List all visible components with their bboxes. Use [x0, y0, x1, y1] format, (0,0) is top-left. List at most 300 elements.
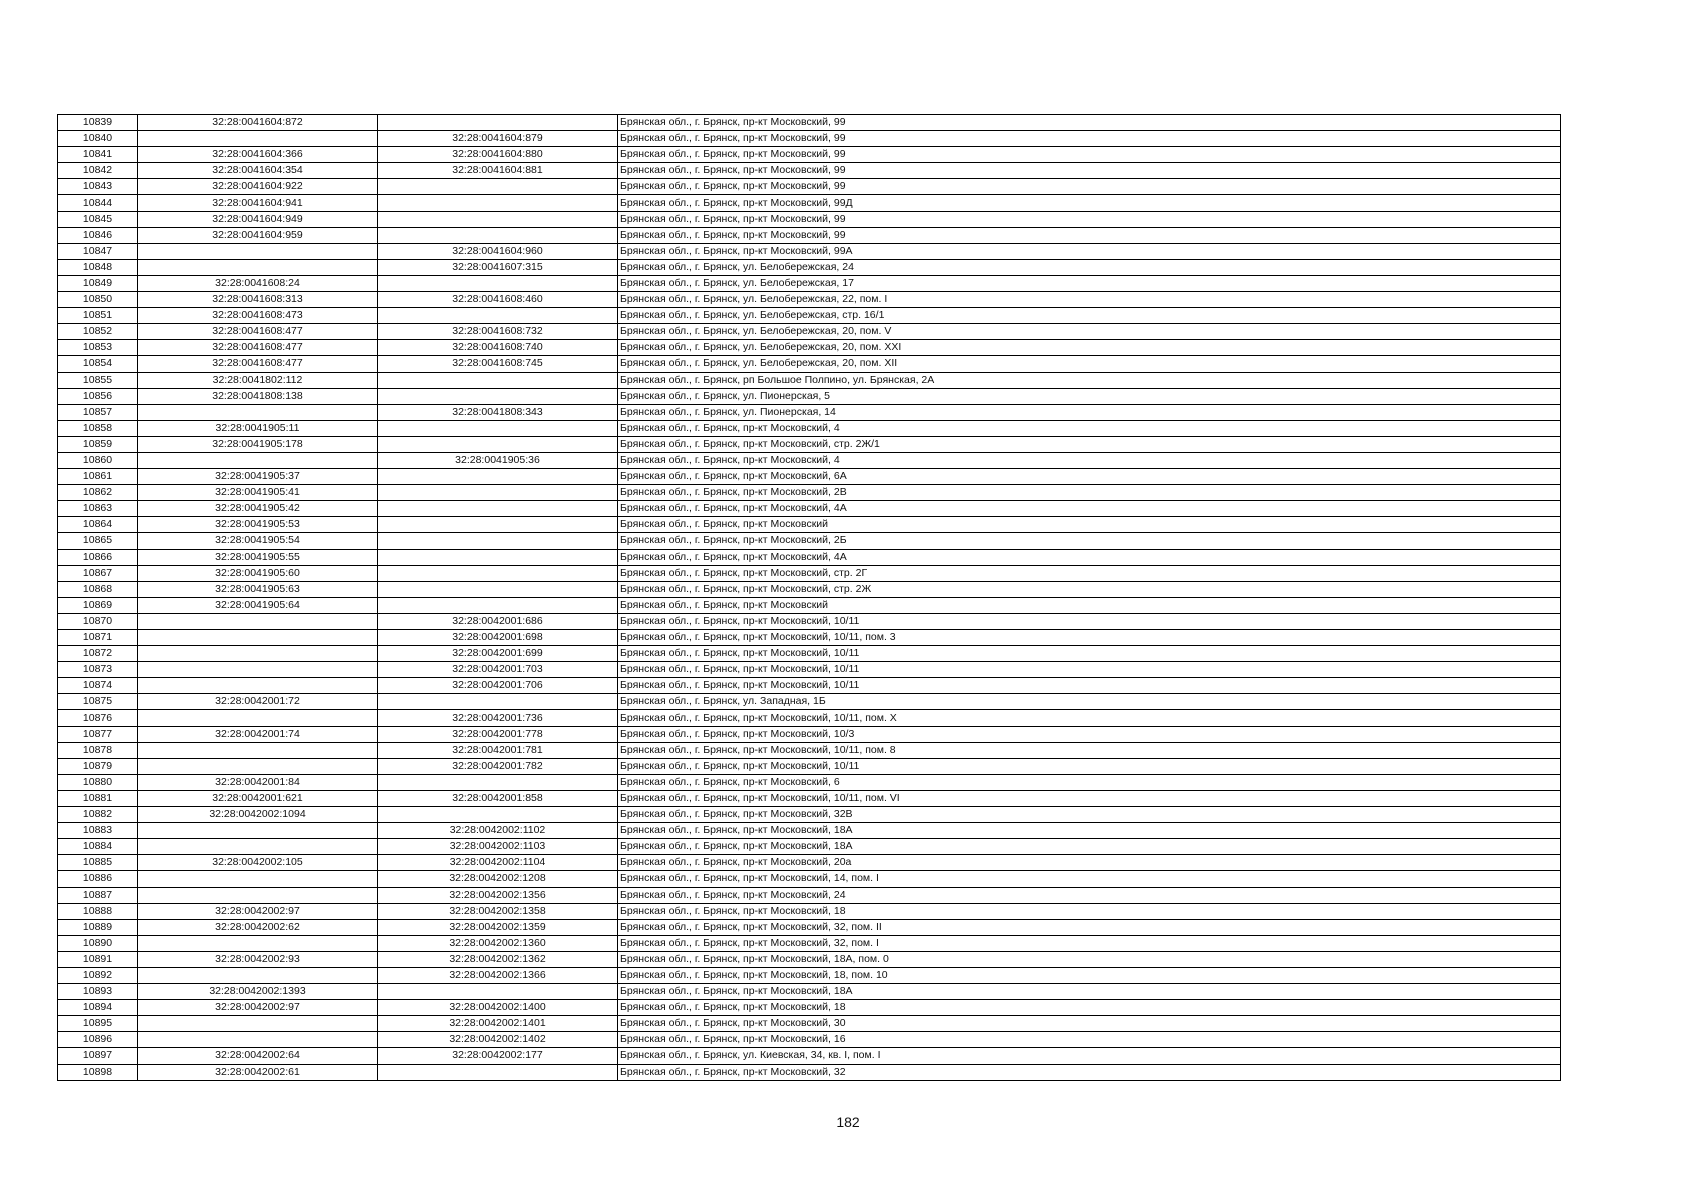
object-cadastral-number-cell: [378, 774, 618, 790]
table-row: [58, 710, 1561, 726]
table-row: [58, 388, 1561, 404]
address-cell: Брянская обл., г. Брянск, пр-кт Московский, стр. 2Ж: [618, 581, 1561, 597]
cadastral-number-cell: [138, 630, 378, 646]
cadastral-number-cell: [138, 243, 378, 259]
object-cadastral-number-cell: 32:28:0042002:1402: [378, 1032, 618, 1048]
address-cell: Брянская обл., г. Брянск, пр-кт Московский, 4: [618, 452, 1561, 468]
cadastral-number-cell: 32:28:0041905:55: [138, 549, 378, 565]
registry-table-body: [58, 115, 1561, 1081]
object-cadastral-number-cell: 32:28:0042001:698: [378, 630, 618, 646]
address-cell: Брянская обл., г. Брянск, пр-кт Московский, 2В: [618, 485, 1561, 501]
cadastral-number-cell: 32:28:0041604:922: [138, 179, 378, 195]
address-cell: Брянская обл., г. Брянск, пр-кт Московский, 10/11: [618, 678, 1561, 694]
object-cadastral-number-cell: 32:28:0041808:343: [378, 404, 618, 420]
object-cadastral-number-cell: 32:28:0042002:1104: [378, 855, 618, 871]
address-cell: Брянская обл., г. Брянск, ул. Западная, 1Б: [618, 694, 1561, 710]
row-number-cell: 10839: [58, 115, 138, 131]
address-cell: Брянская обл., г. Брянск, пр-кт Московский, 6: [618, 774, 1561, 790]
object-cadastral-number-cell: [378, 694, 618, 710]
cadastral-number-cell: [138, 678, 378, 694]
cadastral-number-cell: 32:28:0041905:42: [138, 501, 378, 517]
table-row: [58, 823, 1561, 839]
object-cadastral-number-cell: 32:28:0041608:460: [378, 292, 618, 308]
address-cell: Брянская обл., г. Брянск, пр-кт Московский, 10/11: [618, 646, 1561, 662]
object-cadastral-number-cell: [378, 485, 618, 501]
address-cell: Брянская обл., г. Брянск, пр-кт Московский, 20а: [618, 855, 1561, 871]
row-number-cell: 10843: [58, 179, 138, 195]
cadastral-number-cell: 32:28:0041905:63: [138, 581, 378, 597]
table-row: [58, 984, 1561, 1000]
row-number-cell: 10861: [58, 469, 138, 485]
address-cell: Брянская обл., г. Брянск, ул. Белобережская, 24: [618, 259, 1561, 275]
object-cadastral-number-cell: [378, 227, 618, 243]
object-cadastral-number-cell: [378, 597, 618, 613]
object-cadastral-number-cell: 32:28:0042002:1356: [378, 887, 618, 903]
object-cadastral-number-cell: 32:28:0042002:1358: [378, 903, 618, 919]
object-cadastral-number-cell: 32:28:0042001:778: [378, 726, 618, 742]
cadastral-number-cell: 32:28:0042002:64: [138, 1048, 378, 1064]
object-cadastral-number-cell: 32:28:0041608:732: [378, 324, 618, 340]
cadastral-number-cell: 32:28:0041604:949: [138, 211, 378, 227]
address-cell: Брянская обл., г. Брянск, пр-кт Московский, 4: [618, 420, 1561, 436]
cadastral-number-cell: [138, 823, 378, 839]
table-row: [58, 630, 1561, 646]
cadastral-number-cell: 32:28:0041608:24: [138, 275, 378, 291]
row-number-cell: 10840: [58, 131, 138, 147]
object-cadastral-number-cell: 32:28:0042002:1400: [378, 1000, 618, 1016]
table-row: [58, 292, 1561, 308]
row-number-cell: 10867: [58, 565, 138, 581]
address-cell: Брянская обл., г. Брянск, ул. Белобережская, 20, пом. V: [618, 324, 1561, 340]
object-cadastral-number-cell: 32:28:0041607:315: [378, 259, 618, 275]
cadastral-number-cell: 32:28:0042002:1393: [138, 984, 378, 1000]
address-cell: Брянская обл., г. Брянск, пр-кт Московский, 4А: [618, 501, 1561, 517]
address-cell: Брянская обл., г. Брянск, пр-кт Московский, 18А, пом. 0: [618, 951, 1561, 967]
address-cell: Брянская обл., г. Брянск, ул. Белобережская, 22, пом. I: [618, 292, 1561, 308]
address-cell: Брянская обл., г. Брянск, пр-кт Московский, 10/11: [618, 758, 1561, 774]
table-row: [58, 855, 1561, 871]
table-row: [58, 1048, 1561, 1064]
object-cadastral-number-cell: 32:28:0042001:782: [378, 758, 618, 774]
table-row: [58, 469, 1561, 485]
cadastral-number-cell: 32:28:0042002:61: [138, 1064, 378, 1080]
row-number-cell: 10868: [58, 581, 138, 597]
row-number-cell: 10860: [58, 452, 138, 468]
cadastral-number-cell: [138, 662, 378, 678]
object-cadastral-number-cell: 32:28:0041604:960: [378, 243, 618, 259]
object-cadastral-number-cell: 32:28:0041608:745: [378, 356, 618, 372]
object-cadastral-number-cell: 32:28:0042002:1360: [378, 935, 618, 951]
row-number-cell: 10852: [58, 324, 138, 340]
row-number-cell: 10865: [58, 533, 138, 549]
object-cadastral-number-cell: 32:28:0042002:1359: [378, 919, 618, 935]
row-number-cell: 10851: [58, 308, 138, 324]
row-number-cell: 10864: [58, 517, 138, 533]
table-row: [58, 774, 1561, 790]
object-cadastral-number-cell: [378, 211, 618, 227]
address-cell: Брянская обл., г. Брянск, пр-кт Московский, 10/11, пом. X: [618, 710, 1561, 726]
row-number-cell: 10850: [58, 292, 138, 308]
object-cadastral-number-cell: [378, 1064, 618, 1080]
table-row: [58, 147, 1561, 163]
row-number-cell: 10887: [58, 887, 138, 903]
row-number-cell: 10890: [58, 935, 138, 951]
row-number-cell: 10881: [58, 790, 138, 806]
registry-table: [57, 114, 1561, 1081]
object-cadastral-number-cell: 32:28:0042002:1103: [378, 839, 618, 855]
address-cell: Брянская обл., г. Брянск, пр-кт Московский, 99: [618, 131, 1561, 147]
address-cell: Брянская обл., г. Брянск, пр-кт Московский, 32В: [618, 807, 1561, 823]
address-cell: Брянская обл., г. Брянск, пр-кт Московский, 10/3: [618, 726, 1561, 742]
address-cell: Брянская обл., г. Брянск, пр-кт Московский, 16: [618, 1032, 1561, 1048]
table-row: [58, 195, 1561, 211]
table-row: [58, 404, 1561, 420]
address-cell: Брянская обл., г. Брянск, ул. Белобережская, 20, пом. XII: [618, 356, 1561, 372]
table-row: [58, 211, 1561, 227]
object-cadastral-number-cell: 32:28:0041604:881: [378, 163, 618, 179]
object-cadastral-number-cell: [378, 517, 618, 533]
object-cadastral-number-cell: 32:28:0041604:879: [378, 131, 618, 147]
cadastral-number-cell: [138, 613, 378, 629]
cadastral-number-cell: 32:28:0041608:477: [138, 340, 378, 356]
cadastral-number-cell: 32:28:0041905:64: [138, 597, 378, 613]
row-number-cell: 10873: [58, 662, 138, 678]
cadastral-number-cell: 32:28:0042001:621: [138, 790, 378, 806]
table-row: [58, 372, 1561, 388]
cadastral-number-cell: 32:28:0041608:477: [138, 356, 378, 372]
cadastral-number-cell: [138, 646, 378, 662]
table-row: [58, 179, 1561, 195]
address-cell: Брянская обл., г. Брянск, пр-кт Московский, 99А: [618, 243, 1561, 259]
object-cadastral-number-cell: [378, 275, 618, 291]
row-number-cell: 10847: [58, 243, 138, 259]
address-cell: Брянская обл., г. Брянск, пр-кт Московский, 99: [618, 179, 1561, 195]
cadastral-number-cell: 32:28:0042001:74: [138, 726, 378, 742]
address-cell: Брянская обл., г. Брянск, ул. Киевская, 34, кв. I, пом. I: [618, 1048, 1561, 1064]
row-number-cell: 10854: [58, 356, 138, 372]
table-row: [58, 694, 1561, 710]
cadastral-number-cell: 32:28:0042002:97: [138, 1000, 378, 1016]
cadastral-number-cell: 32:28:0041604:959: [138, 227, 378, 243]
row-number-cell: 10855: [58, 372, 138, 388]
address-cell: Брянская обл., г. Брянск, пр-кт Московский, 2Б: [618, 533, 1561, 549]
row-number-cell: 10879: [58, 758, 138, 774]
address-cell: Брянская обл., г. Брянск, пр-кт Московский, 18: [618, 1000, 1561, 1016]
address-cell: Брянская обл., г. Брянск, пр-кт Московский, 32: [618, 1064, 1561, 1080]
page-number: 182: [836, 1114, 860, 1130]
address-cell: Брянская обл., г. Брянск, ул. Пионерская, 5: [618, 388, 1561, 404]
table-row: [58, 935, 1561, 951]
address-cell: Брянская обл., г. Брянск, ул. Белобережская, 17: [618, 275, 1561, 291]
row-number-cell: 10862: [58, 485, 138, 501]
object-cadastral-number-cell: 32:28:0042002:1366: [378, 967, 618, 983]
cadastral-number-cell: 32:28:0041802:112: [138, 372, 378, 388]
row-number-cell: 10894: [58, 1000, 138, 1016]
address-cell: Брянская обл., г. Брянск, пр-кт Московский, 10/11: [618, 662, 1561, 678]
cadastral-number-cell: 32:28:0041905:53: [138, 517, 378, 533]
cadastral-number-cell: 32:28:0042002:1094: [138, 807, 378, 823]
table-row: [58, 501, 1561, 517]
table-row: [58, 115, 1561, 131]
table-row: [58, 436, 1561, 452]
address-cell: Брянская обл., г. Брянск, пр-кт Московский, 99: [618, 211, 1561, 227]
object-cadastral-number-cell: 32:28:0042002:1362: [378, 951, 618, 967]
table-row: [58, 356, 1561, 372]
table-row: [58, 324, 1561, 340]
table-row: [58, 790, 1561, 806]
cadastral-number-cell: 32:28:0041905:60: [138, 565, 378, 581]
row-number-cell: 10886: [58, 871, 138, 887]
cadastral-number-cell: [138, 131, 378, 147]
row-number-cell: 10866: [58, 549, 138, 565]
row-number-cell: 10888: [58, 903, 138, 919]
object-cadastral-number-cell: [378, 420, 618, 436]
address-cell: Брянская обл., г. Брянск, пр-кт Московский, 99: [618, 227, 1561, 243]
row-number-cell: 10859: [58, 436, 138, 452]
address-cell: Брянская обл., г. Брянск, ул. Пионерская, 14: [618, 404, 1561, 420]
cadastral-number-cell: 32:28:0042001:84: [138, 774, 378, 790]
address-cell: Брянская обл., г. Брянск, пр-кт Московский, 14, пом. I: [618, 871, 1561, 887]
row-number-cell: 10896: [58, 1032, 138, 1048]
cadastral-number-cell: 32:28:0041604:366: [138, 147, 378, 163]
table-row: [58, 565, 1561, 581]
object-cadastral-number-cell: 32:28:0041604:880: [378, 147, 618, 163]
row-number-cell: 10875: [58, 694, 138, 710]
table-row: [58, 726, 1561, 742]
object-cadastral-number-cell: 32:28:0042002:1102: [378, 823, 618, 839]
cadastral-number-cell: 32:28:0041604:872: [138, 115, 378, 131]
object-cadastral-number-cell: [378, 115, 618, 131]
row-number-cell: 10870: [58, 613, 138, 629]
address-cell: Брянская обл., г. Брянск, ул. Белобережская, 20, пом. XXI: [618, 340, 1561, 356]
cadastral-number-cell: 32:28:0041608:473: [138, 308, 378, 324]
address-cell: Брянская обл., г. Брянск, пр-кт Московский, 10/11, пом. VI: [618, 790, 1561, 806]
cadastral-number-cell: [138, 839, 378, 855]
object-cadastral-number-cell: 32:28:0042001:781: [378, 742, 618, 758]
table-row: [58, 581, 1561, 597]
cadastral-number-cell: [138, 259, 378, 275]
object-cadastral-number-cell: [378, 372, 618, 388]
cadastral-number-cell: 32:28:0042001:72: [138, 694, 378, 710]
row-number-cell: 10889: [58, 919, 138, 935]
cadastral-number-cell: [138, 452, 378, 468]
address-cell: Брянская обл., г. Брянск, пр-кт Московский, 30: [618, 1016, 1561, 1032]
address-cell: Брянская обл., г. Брянск, пр-кт Московский, 32, пом. I: [618, 935, 1561, 951]
row-number-cell: 10872: [58, 646, 138, 662]
row-number-cell: 10849: [58, 275, 138, 291]
table-row: [58, 678, 1561, 694]
table-row: [58, 1016, 1561, 1032]
cadastral-number-cell: 32:28:0042002:97: [138, 903, 378, 919]
object-cadastral-number-cell: 32:28:0042001:703: [378, 662, 618, 678]
address-cell: Брянская обл., г. Брянск, пр-кт Московский, стр. 2Ж/1: [618, 436, 1561, 452]
cadastral-number-cell: [138, 404, 378, 420]
row-number-cell: 10897: [58, 1048, 138, 1064]
address-cell: Брянская обл., г. Брянск, пр-кт Московский, 99: [618, 147, 1561, 163]
row-number-cell: 10863: [58, 501, 138, 517]
address-cell: Брянская обл., г. Брянск, пр-кт Московский, 18А: [618, 984, 1561, 1000]
address-cell: Брянская обл., г. Брянск, пр-кт Московский, 10/11, пом. 3: [618, 630, 1561, 646]
table-row: [58, 517, 1561, 533]
address-cell: Брянская обл., г. Брянск, пр-кт Московский, 99: [618, 115, 1561, 131]
table-row: [58, 597, 1561, 613]
table-row: [58, 275, 1561, 291]
table-row: [58, 967, 1561, 983]
object-cadastral-number-cell: 32:28:0042002:1401: [378, 1016, 618, 1032]
cadastral-number-cell: 32:28:0041905:54: [138, 533, 378, 549]
table-row: [58, 807, 1561, 823]
object-cadastral-number-cell: [378, 565, 618, 581]
cadastral-number-cell: 32:28:0041905:41: [138, 485, 378, 501]
cadastral-number-cell: [138, 1032, 378, 1048]
row-number-cell: 10871: [58, 630, 138, 646]
table-row: [58, 662, 1561, 678]
row-number-cell: 10857: [58, 404, 138, 420]
object-cadastral-number-cell: [378, 388, 618, 404]
table-row: [58, 1064, 1561, 1080]
object-cadastral-number-cell: [378, 807, 618, 823]
cadastral-number-cell: 32:28:0041604:354: [138, 163, 378, 179]
object-cadastral-number-cell: [378, 436, 618, 452]
row-number-cell: 10898: [58, 1064, 138, 1080]
cadastral-number-cell: 32:28:0041608:313: [138, 292, 378, 308]
object-cadastral-number-cell: [378, 501, 618, 517]
object-cadastral-number-cell: 32:28:0042001:706: [378, 678, 618, 694]
row-number-cell: 10892: [58, 967, 138, 983]
cadastral-number-cell: [138, 871, 378, 887]
address-cell: Брянская обл., г. Брянск, пр-кт Московский, 6А: [618, 469, 1561, 485]
cadastral-number-cell: [138, 758, 378, 774]
row-number-cell: 10893: [58, 984, 138, 1000]
table-row: [58, 533, 1561, 549]
cadastral-number-cell: [138, 887, 378, 903]
cadastral-number-cell: 32:28:0042002:93: [138, 951, 378, 967]
cadastral-number-cell: [138, 710, 378, 726]
object-cadastral-number-cell: 32:28:0042001:699: [378, 646, 618, 662]
row-number-cell: 10877: [58, 726, 138, 742]
address-cell: Брянская обл., г. Брянск, пр-кт Московский, 18: [618, 903, 1561, 919]
table-row: [58, 871, 1561, 887]
table-row: [58, 951, 1561, 967]
object-cadastral-number-cell: [378, 195, 618, 211]
row-number-cell: 10874: [58, 678, 138, 694]
table-row: [58, 839, 1561, 855]
row-number-cell: 10853: [58, 340, 138, 356]
row-number-cell: 10856: [58, 388, 138, 404]
object-cadastral-number-cell: [378, 469, 618, 485]
object-cadastral-number-cell: 32:28:0042001:858: [378, 790, 618, 806]
row-number-cell: 10869: [58, 597, 138, 613]
table-row: [58, 613, 1561, 629]
cadastral-number-cell: 32:28:0041608:477: [138, 324, 378, 340]
cadastral-number-cell: 32:28:0042002:105: [138, 855, 378, 871]
row-number-cell: 10858: [58, 420, 138, 436]
address-cell: Брянская обл., г. Брянск, пр-кт Московский: [618, 517, 1561, 533]
address-cell: Брянская обл., г. Брянск, пр-кт Московский, 10/11, пом. 8: [618, 742, 1561, 758]
address-cell: Брянская обл., г. Брянск, пр-кт Московский: [618, 597, 1561, 613]
table-row: [58, 227, 1561, 243]
object-cadastral-number-cell: [378, 179, 618, 195]
table-row: [58, 903, 1561, 919]
table-row: [58, 163, 1561, 179]
object-cadastral-number-cell: [378, 549, 618, 565]
row-number-cell: 10885: [58, 855, 138, 871]
address-cell: Брянская обл., г. Брянск, пр-кт Московский, 18А: [618, 823, 1561, 839]
row-number-cell: 10880: [58, 774, 138, 790]
row-number-cell: 10842: [58, 163, 138, 179]
row-number-cell: 10876: [58, 710, 138, 726]
row-number-cell: 10846: [58, 227, 138, 243]
cadastral-number-cell: [138, 967, 378, 983]
address-cell: Брянская обл., г. Брянск, пр-кт Московский, 18, пом. 10: [618, 967, 1561, 983]
address-cell: Брянская обл., г. Брянск, пр-кт Московский, 24: [618, 887, 1561, 903]
table-row: [58, 646, 1561, 662]
cadastral-number-cell: 32:28:0042002:62: [138, 919, 378, 935]
cadastral-number-cell: 32:28:0041808:138: [138, 388, 378, 404]
cadastral-number-cell: 32:28:0041905:11: [138, 420, 378, 436]
table-row: [58, 340, 1561, 356]
address-cell: Брянская обл., г. Брянск, пр-кт Московский, 99Д: [618, 195, 1561, 211]
table-row: [58, 420, 1561, 436]
address-cell: Брянская обл., г. Брянск, ул. Белобережская, стр. 16/1: [618, 308, 1561, 324]
object-cadastral-number-cell: 32:28:0042001:736: [378, 710, 618, 726]
object-cadastral-number-cell: [378, 533, 618, 549]
row-number-cell: 10891: [58, 951, 138, 967]
row-number-cell: 10844: [58, 195, 138, 211]
row-number-cell: 10884: [58, 839, 138, 855]
table-row: [58, 742, 1561, 758]
table-row: [58, 452, 1561, 468]
address-cell: Брянская обл., г. Брянск, пр-кт Московский, стр. 2Г: [618, 565, 1561, 581]
table-row: [58, 549, 1561, 565]
address-cell: Брянская обл., г. Брянск, пр-кт Московский, 99: [618, 163, 1561, 179]
table-row: [58, 1032, 1561, 1048]
table-row: [58, 1000, 1561, 1016]
table-row: [58, 919, 1561, 935]
cadastral-number-cell: [138, 742, 378, 758]
object-cadastral-number-cell: [378, 308, 618, 324]
address-cell: Брянская обл., г. Брянск, пр-кт Московский, 4А: [618, 549, 1561, 565]
table-row: [58, 758, 1561, 774]
address-cell: Брянская обл., г. Брянск, пр-кт Московский, 10/11: [618, 613, 1561, 629]
table-row: [58, 485, 1561, 501]
object-cadastral-number-cell: 32:28:0041608:740: [378, 340, 618, 356]
table-row: [58, 131, 1561, 147]
address-cell: Брянская обл., г. Брянск, пр-кт Московский, 32, пом. II: [618, 919, 1561, 935]
table-row: [58, 243, 1561, 259]
row-number-cell: 10848: [58, 259, 138, 275]
row-number-cell: 10883: [58, 823, 138, 839]
table-row: [58, 308, 1561, 324]
row-number-cell: 10845: [58, 211, 138, 227]
cadastral-number-cell: 32:28:0041905:178: [138, 436, 378, 452]
object-cadastral-number-cell: [378, 581, 618, 597]
row-number-cell: 10841: [58, 147, 138, 163]
cadastral-number-cell: 32:28:0041604:941: [138, 195, 378, 211]
object-cadastral-number-cell: [378, 984, 618, 1000]
cadastral-number-cell: [138, 935, 378, 951]
object-cadastral-number-cell: 32:28:0042002:177: [378, 1048, 618, 1064]
cadastral-number-cell: 32:28:0041905:37: [138, 469, 378, 485]
object-cadastral-number-cell: 32:28:0042002:1208: [378, 871, 618, 887]
row-number-cell: 10895: [58, 1016, 138, 1032]
address-cell: Брянская обл., г. Брянск, рп Большое Полпино, ул. Брянская, 2А: [618, 372, 1561, 388]
object-cadastral-number-cell: 32:28:0042001:686: [378, 613, 618, 629]
object-cadastral-number-cell: 32:28:0041905:36: [378, 452, 618, 468]
row-number-cell: 10878: [58, 742, 138, 758]
cadastral-number-cell: [138, 1016, 378, 1032]
table-row: [58, 259, 1561, 275]
